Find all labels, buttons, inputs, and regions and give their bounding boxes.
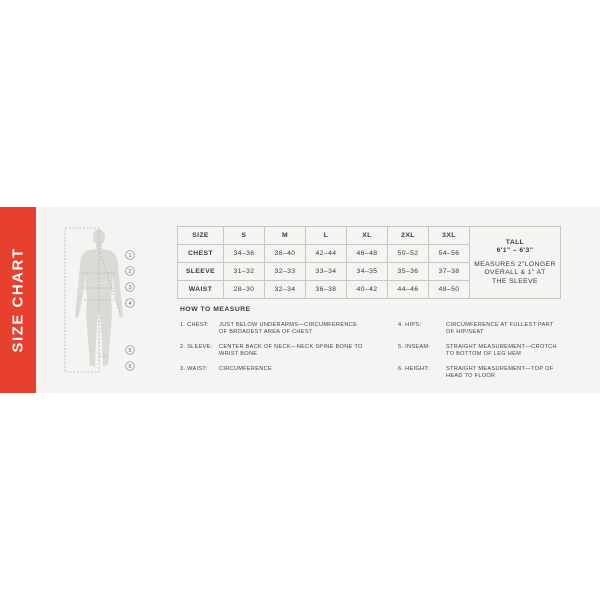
tall-note-line: OVERALL & 1" AT xyxy=(484,269,546,277)
table-cell: 32–33 xyxy=(265,263,306,281)
table-cell: 50–52 xyxy=(388,245,429,263)
table-cell: 35–36 xyxy=(388,263,429,281)
measure-desc-line: CIRCUMFERENCE AT FULLEST PART xyxy=(446,322,554,328)
tall-title: TALL xyxy=(505,238,525,246)
measure-desc-line: HEAD TO FLOOR xyxy=(446,373,496,379)
table-cell: 33–34 xyxy=(306,263,347,281)
tall-note xyxy=(470,261,560,287)
measure-desc-line: STRAIGHT MEASUREMENT—TOP OF xyxy=(446,366,554,372)
tall-note-line: MEASURES 2"LONGER xyxy=(474,260,556,268)
measure-desc xyxy=(219,344,363,358)
measure-desc-line: WRIST BONE xyxy=(219,351,258,357)
table-cell: 37–38 xyxy=(429,263,470,281)
measure-desc-line: OF HIP/SEAT xyxy=(446,329,484,335)
table-cell: 36–38 xyxy=(306,281,347,299)
row-label-sleeve: SLEEVE xyxy=(178,263,224,281)
measure-desc xyxy=(446,366,554,380)
measurement-markers xyxy=(124,249,136,372)
marker-5: 5 xyxy=(128,348,132,354)
header-m: M xyxy=(265,227,306,245)
measure-desc xyxy=(446,322,554,336)
header-size: SIZE xyxy=(178,227,224,245)
measure-label: 1. CHEST: xyxy=(180,322,209,328)
measure-label: 3. WAIST: xyxy=(180,366,208,372)
row-label-waist: WAIST xyxy=(178,281,224,299)
table-cell: 48–50 xyxy=(429,281,470,299)
measure-desc xyxy=(219,366,272,373)
size-chart-tab-label: SIZE CHART xyxy=(9,247,27,353)
header-xl: XL xyxy=(347,227,388,245)
measure-desc-line: CENTER BACK OF NECK—NECK SPINE BONE TO xyxy=(219,344,363,350)
marker-4: 4 xyxy=(128,301,132,307)
header-l: L xyxy=(306,227,347,245)
measure-label: 6. HEIGHT: xyxy=(398,366,430,372)
measure-desc xyxy=(219,322,357,336)
table-cell: 46–48 xyxy=(347,245,388,263)
table-cell: 44–46 xyxy=(388,281,429,299)
table-cell: 34–36 xyxy=(224,245,265,263)
table-cell: 28–30 xyxy=(224,281,265,299)
tall-range: 6'1" – 6'3" xyxy=(496,247,534,255)
row-label-chest: CHEST xyxy=(178,245,224,263)
table-cell: 42–44 xyxy=(306,245,347,263)
tall-note-line: THE SLEEVE xyxy=(492,277,538,285)
measure-desc-line: JUST BELOW UNDERARMS—CIRCUMFERENCE xyxy=(219,322,358,328)
measure-label: 2. SLEEVE: xyxy=(180,344,213,350)
measure-label: 5. INSEAM: xyxy=(398,344,431,350)
marker-3: 3 xyxy=(128,285,132,291)
table-cell: 31–32 xyxy=(224,263,265,281)
measure-desc-line: STRAIGHT MEASUREMENT—CROTCH xyxy=(446,344,557,350)
measure-desc-line: CIRCUMFERENCE xyxy=(219,366,273,372)
size-header-row xyxy=(178,227,561,245)
size-table xyxy=(177,226,561,299)
measure-desc-line: TO BOTTOM OF LEG HEM xyxy=(446,351,522,357)
measure-label: 4. HIPS: xyxy=(398,322,422,328)
marker-2: 2 xyxy=(128,269,132,275)
tall-info-cell xyxy=(470,227,561,299)
table-cell: 32–34 xyxy=(265,281,306,299)
measure-desc-line: OF BROADEST AREA OF CHEST xyxy=(219,329,313,335)
header-s: S xyxy=(224,227,265,245)
table-cell: 40–42 xyxy=(347,281,388,299)
header-2xl: 2XL xyxy=(388,227,429,245)
header-3xl: 3XL xyxy=(429,227,470,245)
marker-6: 6 xyxy=(128,364,132,370)
table-cell: 54–56 xyxy=(429,245,470,263)
marker-1: 1 xyxy=(128,253,132,259)
measure-desc xyxy=(446,344,557,358)
table-cell: 34–35 xyxy=(347,263,388,281)
table-cell: 38–40 xyxy=(265,245,306,263)
how-to-measure-title: HOW TO MEASURE xyxy=(180,306,251,313)
